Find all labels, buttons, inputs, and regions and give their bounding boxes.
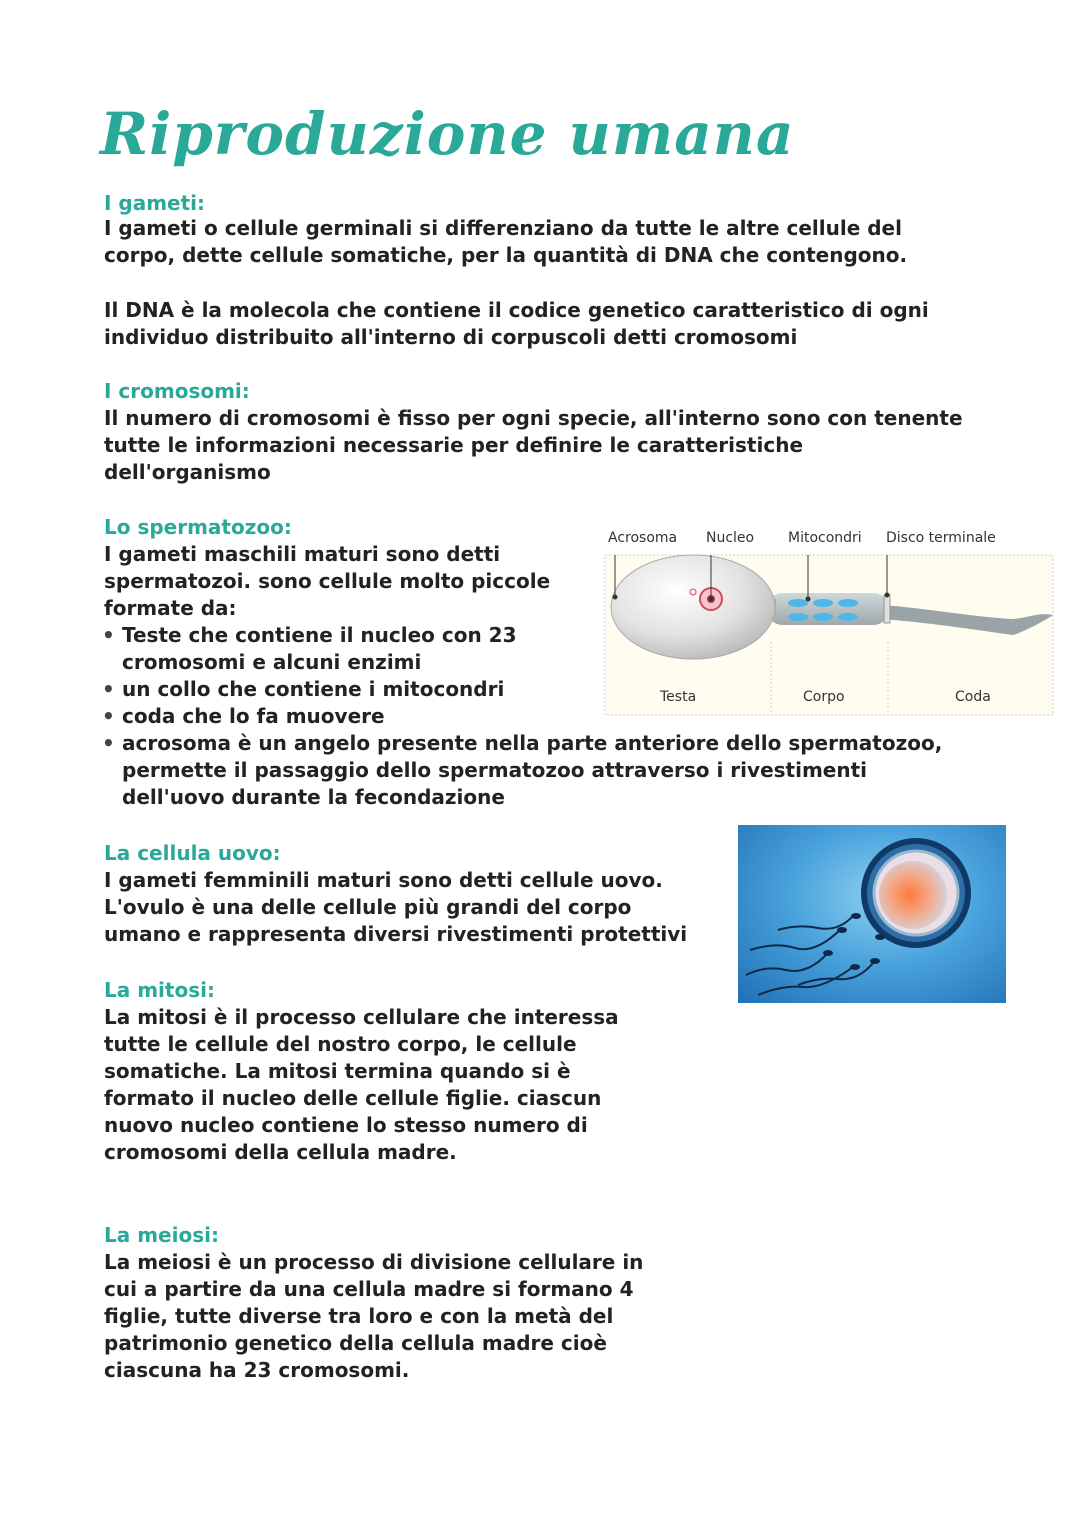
egg-cell-illustration (738, 825, 1006, 1003)
spermatozoo-intro-text: I gameti maschili maturi sono detti spermatozoi. sono cellule molto piccole formate da: (104, 542, 551, 620)
list-item: • un collo che contiene i mitocondri (122, 676, 542, 703)
sperm-diagram (603, 527, 1055, 717)
mitosi-paragraph (104, 1004, 624, 1166)
list-item: • Teste che contiene il nucleo con 23 cromosomi e alcuni enzimi (122, 622, 542, 676)
uovo-text: I gameti femminili maturi sono detti cellule uovo. L'ovulo è una delle cellule più grandi del corpo umano e rappresenta diversi rivestimenti protettivi (104, 868, 688, 946)
list-item: • acrosoma è un angelo presente nella parte anteriore dello spermatozoo, permette il passaggio dello spermatozoo attraverso i rivestimenti dell'uovo durante la fecondazione (122, 730, 962, 811)
gameti-paragraph-2 (104, 297, 974, 351)
label-testa: Testa (660, 689, 697, 705)
cromosomi-text: Il numero di cromosomi è fisso per ogni specie, all'interno sono con tenente tutte le informazioni necessarie per definire le caratteristiche dell'organismo (104, 406, 963, 484)
page-title: Riproduzione umana (100, 100, 795, 168)
label-mitocondri: Mitocondri (788, 530, 862, 546)
gameti-text-2: Il DNA è la molecola che contiene il codice genetico caratteristico di ogni individuo distribuito all'interno di corpuscoli detti cromosomi (104, 298, 929, 349)
gameti-text-1: I gameti o cellule germinali si differenziano da tutte le altre cellule del corpo, dette cellule somatiche, per la quantità di DNA che contengono. (104, 216, 908, 267)
section-heading-spermatozoo: Lo spermatozoo: (104, 515, 292, 539)
spermatozoo-intro (104, 541, 574, 622)
meiosi-text: La meiosi è un processo di divisione cellulare in cui a partire da una cellula madre si formano 4 figlie, tutte diverse tra loro e con la metà del patrimonio genetico della cellula madre cioè ciascuna ha 23 cromosomi. (104, 1250, 644, 1382)
section-heading-gameti: I gameti: (104, 191, 206, 215)
section-heading-cromosomi: I cromosomi: (104, 379, 250, 403)
label-coda: Coda (955, 689, 991, 705)
list-item: • coda che lo fa muovere (122, 703, 542, 730)
label-corpo: Corpo (803, 689, 845, 705)
egg-cell-photo (738, 825, 1006, 1003)
mitosi-text: La mitosi è il processo cellulare che interessa tutte le cellule del nostro corpo, le cellule somatiche. La mitosi termina quando si è formato il nucleo delle cellule figlie. ciascun nuovo nucleo contiene lo stesso numero di cromosomi della cellula madre. (104, 1005, 619, 1164)
uovo-paragraph (104, 867, 714, 948)
label-nucleo: Nucleo (706, 530, 755, 546)
section-heading-mitosi: La mitosi: (104, 978, 215, 1002)
cromosomi-paragraph (104, 405, 974, 486)
label-acrosoma: Acrosoma (608, 530, 678, 546)
section-heading-uovo: La cellula uovo: (104, 841, 281, 865)
section-heading-meiosi: La meiosi: (104, 1223, 219, 1247)
label-disco-terminale: Disco terminale (886, 530, 996, 546)
meiosi-paragraph (104, 1249, 664, 1384)
gameti-paragraph-1 (104, 215, 944, 269)
